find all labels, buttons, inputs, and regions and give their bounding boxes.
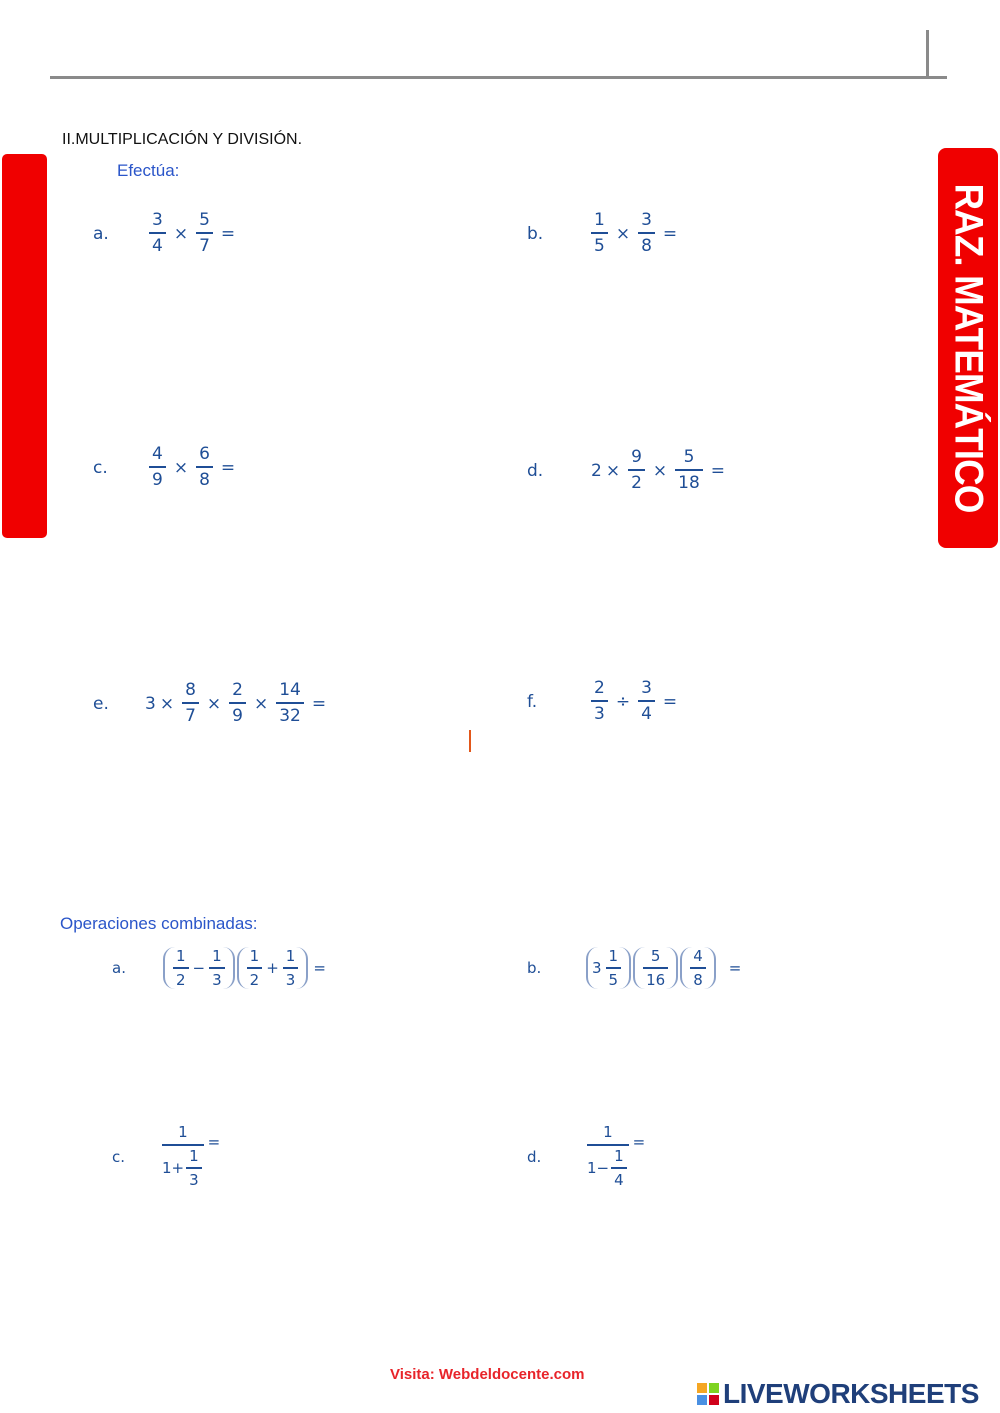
fraction: $\frac{4}{8}$ xyxy=(690,949,706,988)
exercise-e xyxy=(93,682,330,725)
equals-sign: = xyxy=(311,693,327,714)
exercise-a xyxy=(93,212,239,255)
fraction: $\frac{8}{7}$ xyxy=(182,682,199,725)
equals-sign: = xyxy=(662,691,678,712)
left-red-bar xyxy=(2,154,47,538)
brand-logo xyxy=(697,1378,979,1410)
exercise-c xyxy=(93,446,239,489)
fraction: $\frac{3}{8}$ xyxy=(638,212,655,255)
equals-sign: = xyxy=(207,1132,221,1151)
header-rule-vertical xyxy=(926,30,929,77)
side-tab-label: RAZ. MATEMÁTICO xyxy=(946,183,991,513)
exercise-label: f. xyxy=(527,691,538,712)
fraction: $\frac{1}{2}$ xyxy=(247,949,263,988)
combined-title: Operaciones combinadas: xyxy=(60,914,258,933)
equals-sign: = xyxy=(220,223,236,244)
operator: × xyxy=(173,457,189,478)
parenthesis-group xyxy=(586,947,631,989)
fraction: $\frac{6}{8}$ xyxy=(196,446,213,489)
operator: × xyxy=(615,223,631,244)
exercise-label: c. xyxy=(93,457,108,478)
exercise-d xyxy=(527,449,729,492)
liveworksheets-icon xyxy=(697,1383,719,1405)
combined-a xyxy=(112,947,330,989)
fraction: $\frac{5}{7}$ xyxy=(196,212,213,255)
equals-sign: = xyxy=(728,959,742,977)
fraction: $\frac{5}{18}$ xyxy=(675,449,703,492)
fraction: $\frac{14}{32}$ xyxy=(276,682,304,725)
exercise-label: e. xyxy=(93,693,109,714)
exercise-b xyxy=(527,212,681,255)
exercise-label: b. xyxy=(527,223,544,244)
instruction: Efectúa: xyxy=(117,161,180,180)
fraction: $\frac{1}{5}$ xyxy=(591,212,608,255)
exercise-label: c. xyxy=(112,1147,126,1166)
combined-b xyxy=(527,947,745,989)
text-cursor[interactable] xyxy=(469,730,471,752)
equals-sign: = xyxy=(710,460,726,481)
operator: − xyxy=(192,959,206,977)
complex-fraction: 1 1 + $\frac{1}{3}$ xyxy=(162,1125,204,1188)
operator: ÷ xyxy=(615,691,631,712)
footer-visit-link[interactable]: Visita: Webdeldocente.com xyxy=(390,1366,585,1383)
exercise-label: a. xyxy=(112,959,126,977)
fraction: $\frac{9}{2}$ xyxy=(628,449,645,492)
fraction: $\frac{3}{4}$ xyxy=(638,680,655,723)
operator: × xyxy=(652,460,668,481)
fraction: $\frac{5}{16}$ xyxy=(643,949,668,988)
parenthesis-group xyxy=(163,947,235,989)
fraction: $\frac{4}{9}$ xyxy=(149,446,166,489)
brand-name: LIVEWORKSHEETS xyxy=(723,1378,979,1409)
complex-fraction: 1 1 − $\frac{1}{4}$ xyxy=(587,1125,629,1188)
fraction: $\frac{2}{3}$ xyxy=(591,680,608,723)
operator: × xyxy=(605,460,621,481)
operator: × xyxy=(253,693,269,714)
equals-sign: = xyxy=(313,959,326,977)
whole-number: 3 xyxy=(145,693,156,714)
equals-sign: = xyxy=(662,223,678,244)
operator: × xyxy=(206,693,222,714)
fraction: $\frac{1}{3}$ xyxy=(209,949,225,988)
header-rule xyxy=(50,76,947,79)
parenthesis-group xyxy=(237,947,309,989)
combined-d xyxy=(527,1125,649,1188)
fraction: $\frac{2}{9}$ xyxy=(229,682,246,725)
parenthesis-group xyxy=(633,947,678,989)
whole-number: 2 xyxy=(591,460,602,481)
operator: + xyxy=(266,959,279,977)
exercise-f xyxy=(527,680,681,723)
fraction: $\frac{3}{4}$ xyxy=(149,212,166,255)
exercise-label: d. xyxy=(527,1147,542,1166)
exercise-label: a. xyxy=(93,223,109,244)
parenthesis-group xyxy=(680,947,716,989)
whole-number: 3 xyxy=(592,959,602,977)
fraction: $\frac{1}{5}$ xyxy=(606,949,622,988)
section-title: II.MULTIPLICACIÓN Y DIVISIÓN. xyxy=(62,131,303,148)
fraction: $\frac{1}{3}$ xyxy=(283,949,299,988)
operator: × xyxy=(159,693,175,714)
exercise-label: b. xyxy=(527,959,542,977)
combined-c xyxy=(112,1125,224,1188)
exercise-label: d. xyxy=(527,460,544,481)
operator: × xyxy=(173,223,189,244)
fraction: $\frac{1}{2}$ xyxy=(173,949,189,988)
equals-sign: = xyxy=(632,1132,646,1151)
side-tab xyxy=(938,148,998,548)
equals-sign: = xyxy=(220,457,236,478)
